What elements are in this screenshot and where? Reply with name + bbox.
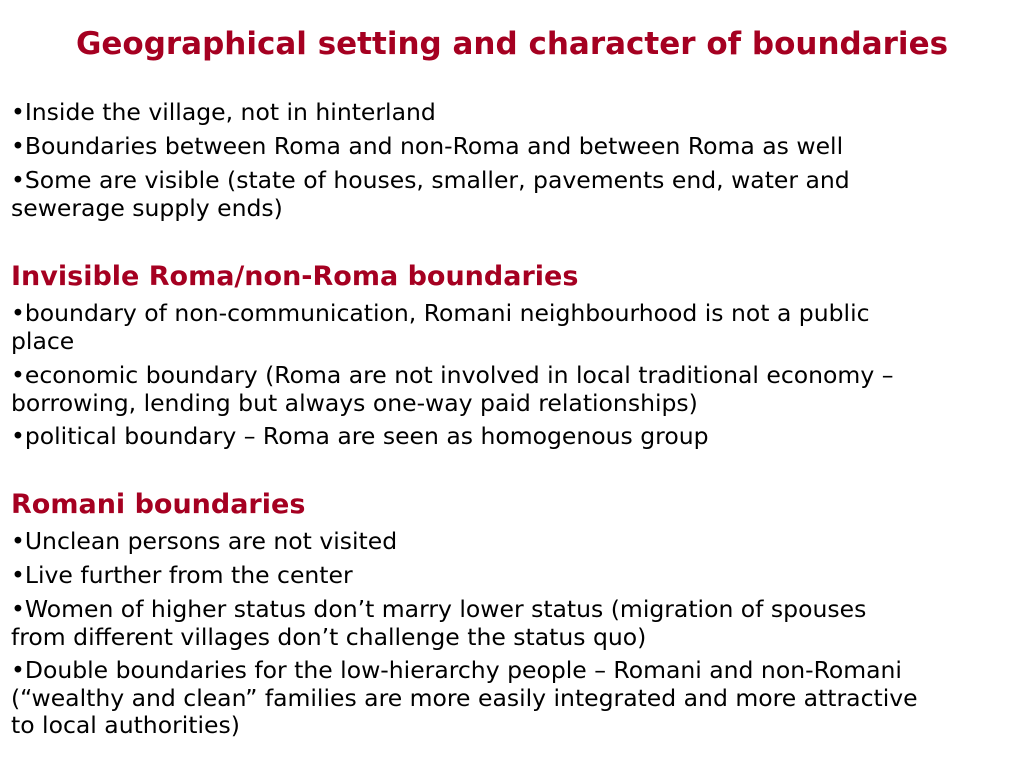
bullet-item: •Some are visible (state of houses, smaller, pavements end, water and (11, 166, 850, 194)
bullet-item-continuation: from different villages don’t challenge the status quo) (11, 623, 647, 651)
bullet-item: •Women of higher status don’t marry lower status (migration of spouses (11, 595, 867, 623)
bullet-item: •Inside the village, not in hinterland (11, 98, 436, 126)
bullet-item: •boundary of non-communication, Romani neighbourhood is not a public (11, 299, 870, 327)
bullet-item-continuation: (“wealthy and clean” families are more easily integrated and more attractive (11, 684, 918, 712)
bullet-item: •Boundaries between Roma and non-Roma and between Roma as well (11, 132, 844, 160)
bullet-item: •Unclean persons are not visited (11, 527, 398, 555)
bullet-item-continuation: place (11, 327, 75, 355)
slide-title: Geographical setting and character of boundaries (75, 26, 949, 62)
bullet-item: •economic boundary (Roma are not involved in local traditional economy – (11, 361, 894, 389)
bullet-item: •Live further from the center (11, 561, 353, 589)
bullet-item: •political boundary – Roma are seen as homogenous group (11, 422, 709, 450)
bullet-item: •Double boundaries for the low-hierarchy people – Romani and non-Romani (11, 656, 902, 684)
bullet-item-continuation: sewerage supply ends) (11, 194, 283, 222)
bullet-item-continuation: borrowing, lending but always one-way paid relationships) (11, 389, 698, 417)
section-heading: Invisible Roma/non-Roma boundaries (11, 261, 579, 292)
bullet-item-continuation: to local authorities) (11, 711, 240, 739)
section-heading: Romani boundaries (11, 489, 306, 520)
